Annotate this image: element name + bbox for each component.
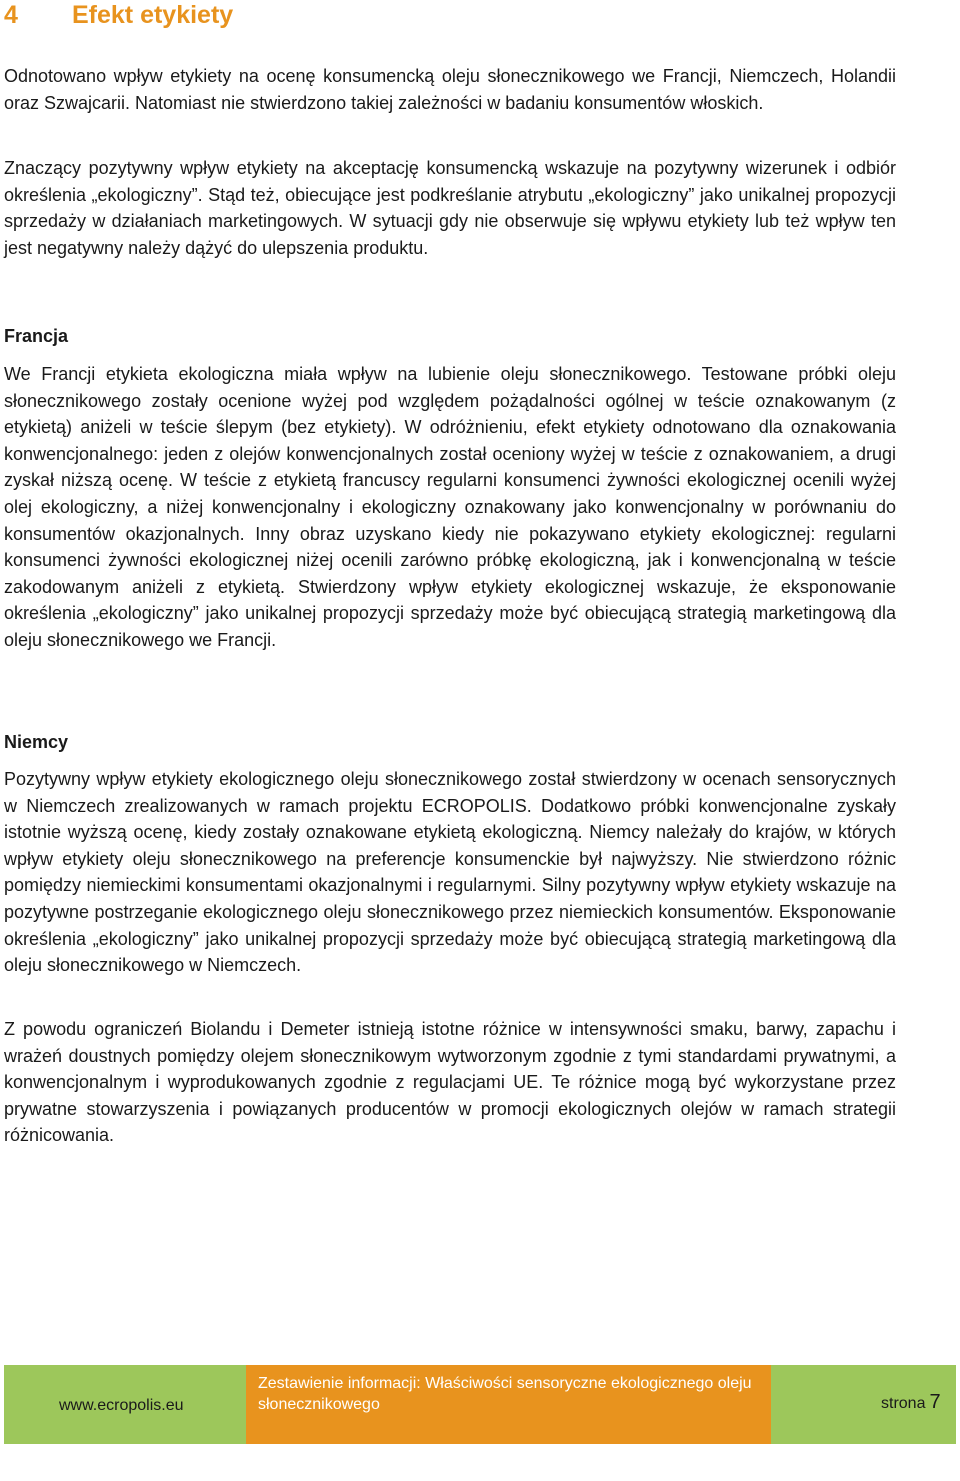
section-heading xyxy=(4,0,233,30)
section-title: Efekt etykiety xyxy=(72,1,234,29)
intro-paragraph-2: Znaczący pozytywny wpływ etykiety na akceptację konsumencką wskazuje na pozytywny wizerunek i odbiór określenia „ekologiczny”. Stąd też, obiecujące jest podkreślanie atrybutu „ekologiczny” jako unikalnej propozycji sprzedaży w działaniach marketingowych. W sytuacji gdy nie obserwuje się wpływu etykiety lub też wpływ ten jest negatywny należy dążyć do ulepszenia produktu. xyxy=(4,158,896,258)
francja-heading: Francja xyxy=(4,326,69,346)
niemcy-paragraph-2: Z powodu ograniczeń Biolandu i Demeter istnieją istotne różnice w intensywności smaku, barwy, zapachu i wrażeń doustnych pomiędzy olejem słonecznikowym wytworzonym zgodnie z tymi standardami prywatnymi, a konwencjonalnym i wyprodukowanych zgodnie z regulacjami UE. Te różnice mogą być wykorzystane przez prywatne stowarzyszenia i powiązanych producentów w promocji ekologicznych olejów w ramach strategii różnicowania. xyxy=(4,1019,896,1146)
niemcy-paragraph-1: Pozytywny wpływ etykiety ekologicznego oleju słonecznikowego został stwierdzony w ocenach sensorycznych w Niemczech zrealizowanych w ramach projektu ECROPOLIS. Dodatkowo próbki konwencjonalne zyskały istotnie wyższą ocenę, kiedy zostały oznakowane etykietą ekologiczną. Niemcy należały do krajów, w których wpływ etykiety oleju słonecznikowego na preferencje konsumenckie był najwyższy. Nie stwierdzono różnic pomiędzy niemieckimi konsumentami okazjonalnymi i regularnymi. Silny pozytywny wpływ etykiety wskazuje na pozytywne postrzeganie ekologicznego oleju słonecznikowego przez niemieckich konsumentów. Eksponowanie określenia „ekologiczny” jako unikalnej propozycji sprzedaży może być obiecującą strategią marketingową dla oleju słonecznikowego w Niemczech. xyxy=(4,769,896,976)
footer-url[interactable]: www.ecropolis.eu xyxy=(59,1397,184,1414)
footer-page-cell xyxy=(771,1365,956,1444)
footer-url-cell xyxy=(4,1365,246,1444)
intro-paragraph-1: Odnotowano wpływ etykiety na ocenę konsumencką oleju słonecznikowego we Francji, Niemczech, Holandii oraz Szwajcarii. Natomiast nie stwierdzono takiej zależności w badaniu konsumentów włoskich. xyxy=(4,66,896,113)
francja-paragraph: We Francji etykieta ekologiczna miała wpływ na lubienie oleju słonecznikowego. Testowane próbki oleju słonecznikowego zostały ocenione wyżej pod względem pożądalności ogólnej w teście oznakowanym (z etykietą) aniżeli w teście ślepym (bez etykiety). W odróżnieniu, efekt etykiety odnotowano dla oznakowania konwencjonalnego: jeden z olejów konwencjonalnych został oceniony wyżej w teście z oznakowaniem, a drugi zyskał niższą ocenę. W teście z etykietą francuscy regularni konsumenci żywności ekologicznej ocenili wyżej olej ekologiczny, a niżej konwencjonalny i ekologiczny oznakowany jako konwencjonalny w porównaniu do konsumentów okazjonalnych. Inny obraz uzyskano kiedy nie pokazywano etykiety ekologicznej: regularni konsumenci żywności ekologicznej niżej ocenili zarówno próbkę ekologiczną, jak i konwencjonalną w teście zakodowanym aniżeli z etykietą. Stwierdzony wpływ etykiety ekologicznej wskazuje, że eksponowanie określenia „ekologiczny” jako unikalnej propozycji sprzedaży może być obiecującą strategią marketingową dla oleju słonecznikowego we Francji. xyxy=(4,364,896,650)
footer-description-cell xyxy=(246,1365,771,1444)
niemcy-heading: Niemcy xyxy=(4,732,69,752)
page-label: strona xyxy=(881,1395,926,1412)
section-number: 4 xyxy=(4,1,18,29)
page-footer xyxy=(4,1365,956,1444)
footer-description: Zestawienie informacji: Właściwości sensoryczne ekologicznego oleju słonecznikowego xyxy=(258,1375,752,1413)
page-number: 7 xyxy=(929,1391,941,1413)
page-indicator xyxy=(881,1391,941,1414)
